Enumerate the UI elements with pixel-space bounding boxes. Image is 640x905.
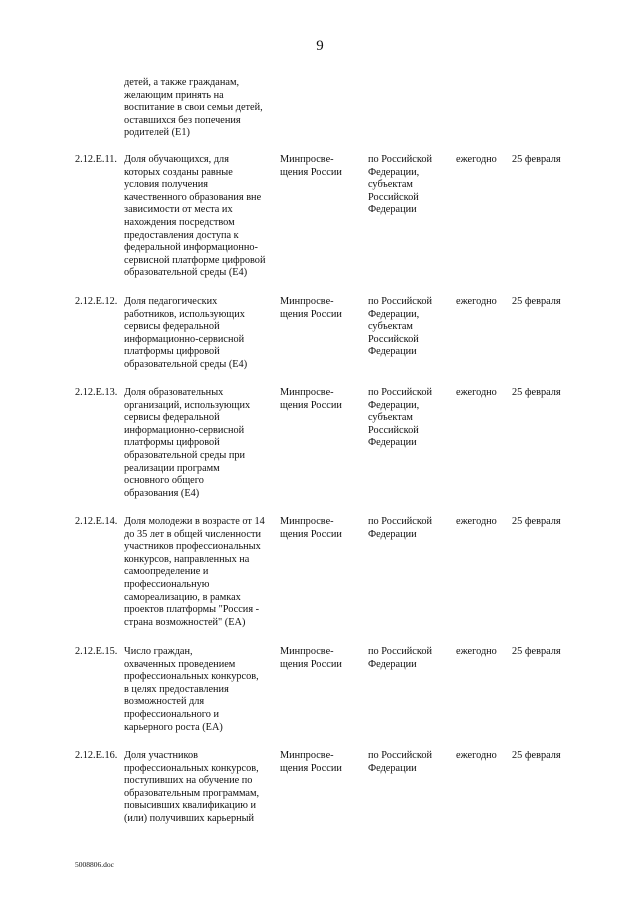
frequency: ежегодно	[456, 516, 497, 527]
row-number: 2.12.Е.11.	[75, 154, 117, 165]
deadline: 25 февраля	[512, 516, 561, 527]
file-name-footer: 5008806.doc	[75, 860, 114, 869]
frequency: ежегодно	[456, 154, 497, 165]
responsible-agency: Минпросве- щения России	[280, 750, 342, 774]
aggregation-level: по Российской Федерации	[368, 646, 432, 670]
aggregation-level: по Российской Федерации	[368, 750, 432, 774]
aggregation-level: по Российской Федерации	[368, 516, 432, 540]
responsible-agency: Минпросве- щения России	[280, 296, 342, 320]
deadline: 25 февраля	[512, 154, 561, 165]
deadline: 25 февраля	[512, 750, 561, 761]
indicator-name: Число граждан, охваченных проведением профессиональных конкурсов, в целях предоставления возможностей для профессионального и карьерного роста (ЕА)	[124, 646, 259, 733]
row-number: 2.12.Е.12.	[75, 296, 118, 307]
deadline: 25 февраля	[512, 296, 561, 307]
frequency: ежегодно	[456, 646, 497, 657]
page-number: 9	[316, 38, 324, 54]
indicator-name: Доля обучающихся, для которых созданы равные условия получения качественного образования вне зависимости от места их нахождения посредством предоставления доступа к федеральной информационно- сервисной платформе цифровой образовательной среды (Е4)	[124, 154, 266, 279]
indicator-name: Доля молодежи в возрасте от 14 до 35 лет в общей численности участников профессиональных конкурсов, направленных на самоопределение и профессиональную самореализацию, в рамках проектов платформы "Россия - страна возможностей" (ЕА)	[124, 516, 265, 628]
frequency: ежегодно	[456, 387, 497, 398]
responsible-agency: Минпросве- щения России	[280, 387, 342, 411]
frequency: ежегодно	[456, 296, 497, 307]
aggregation-level: по Российской Федерации, субъектам Российской Федерации	[368, 387, 432, 449]
indicator-name: Доля педагогических работников, использующих сервисы федеральной информационно-сервисной платформы цифровой образовательной среды (Е4)	[124, 296, 248, 370]
row-number: 2.12.Е.13.	[75, 387, 118, 398]
row-number: 2.12.Е.16.	[75, 750, 118, 761]
continuation-text: детей, а также гражданам, желающим принять на воспитание в свои семьи детей, оставшихся без попечения родителей (Е1)	[124, 77, 263, 139]
responsible-agency: Минпросве- щения России	[280, 516, 342, 540]
aggregation-level: по Российской Федерации, субъектам Российской Федерации	[368, 154, 432, 216]
row-number: 2.12.Е.15.	[75, 646, 118, 657]
frequency: ежегодно	[456, 750, 497, 761]
indicator-name: Доля участников профессиональных конкурсов, поступивших на обучение по образовательным программам, повысивших квалификацию и (или) получивших карьерный	[124, 750, 260, 824]
responsible-agency: Минпросве- щения России	[280, 646, 342, 670]
deadline: 25 февраля	[512, 646, 561, 657]
row-number: 2.12.Е.14.	[75, 516, 118, 527]
indicator-name: Доля образовательных организаций, использующих сервисы федеральной информационно-сервисной платформы цифровой образовательной среды при реализации программ основного общего образования (Е4)	[124, 387, 251, 499]
deadline: 25 февраля	[512, 387, 561, 398]
responsible-agency: Минпросве- щения России	[280, 154, 342, 178]
aggregation-level: по Российской Федерации, субъектам Российской Федерации	[368, 296, 432, 358]
